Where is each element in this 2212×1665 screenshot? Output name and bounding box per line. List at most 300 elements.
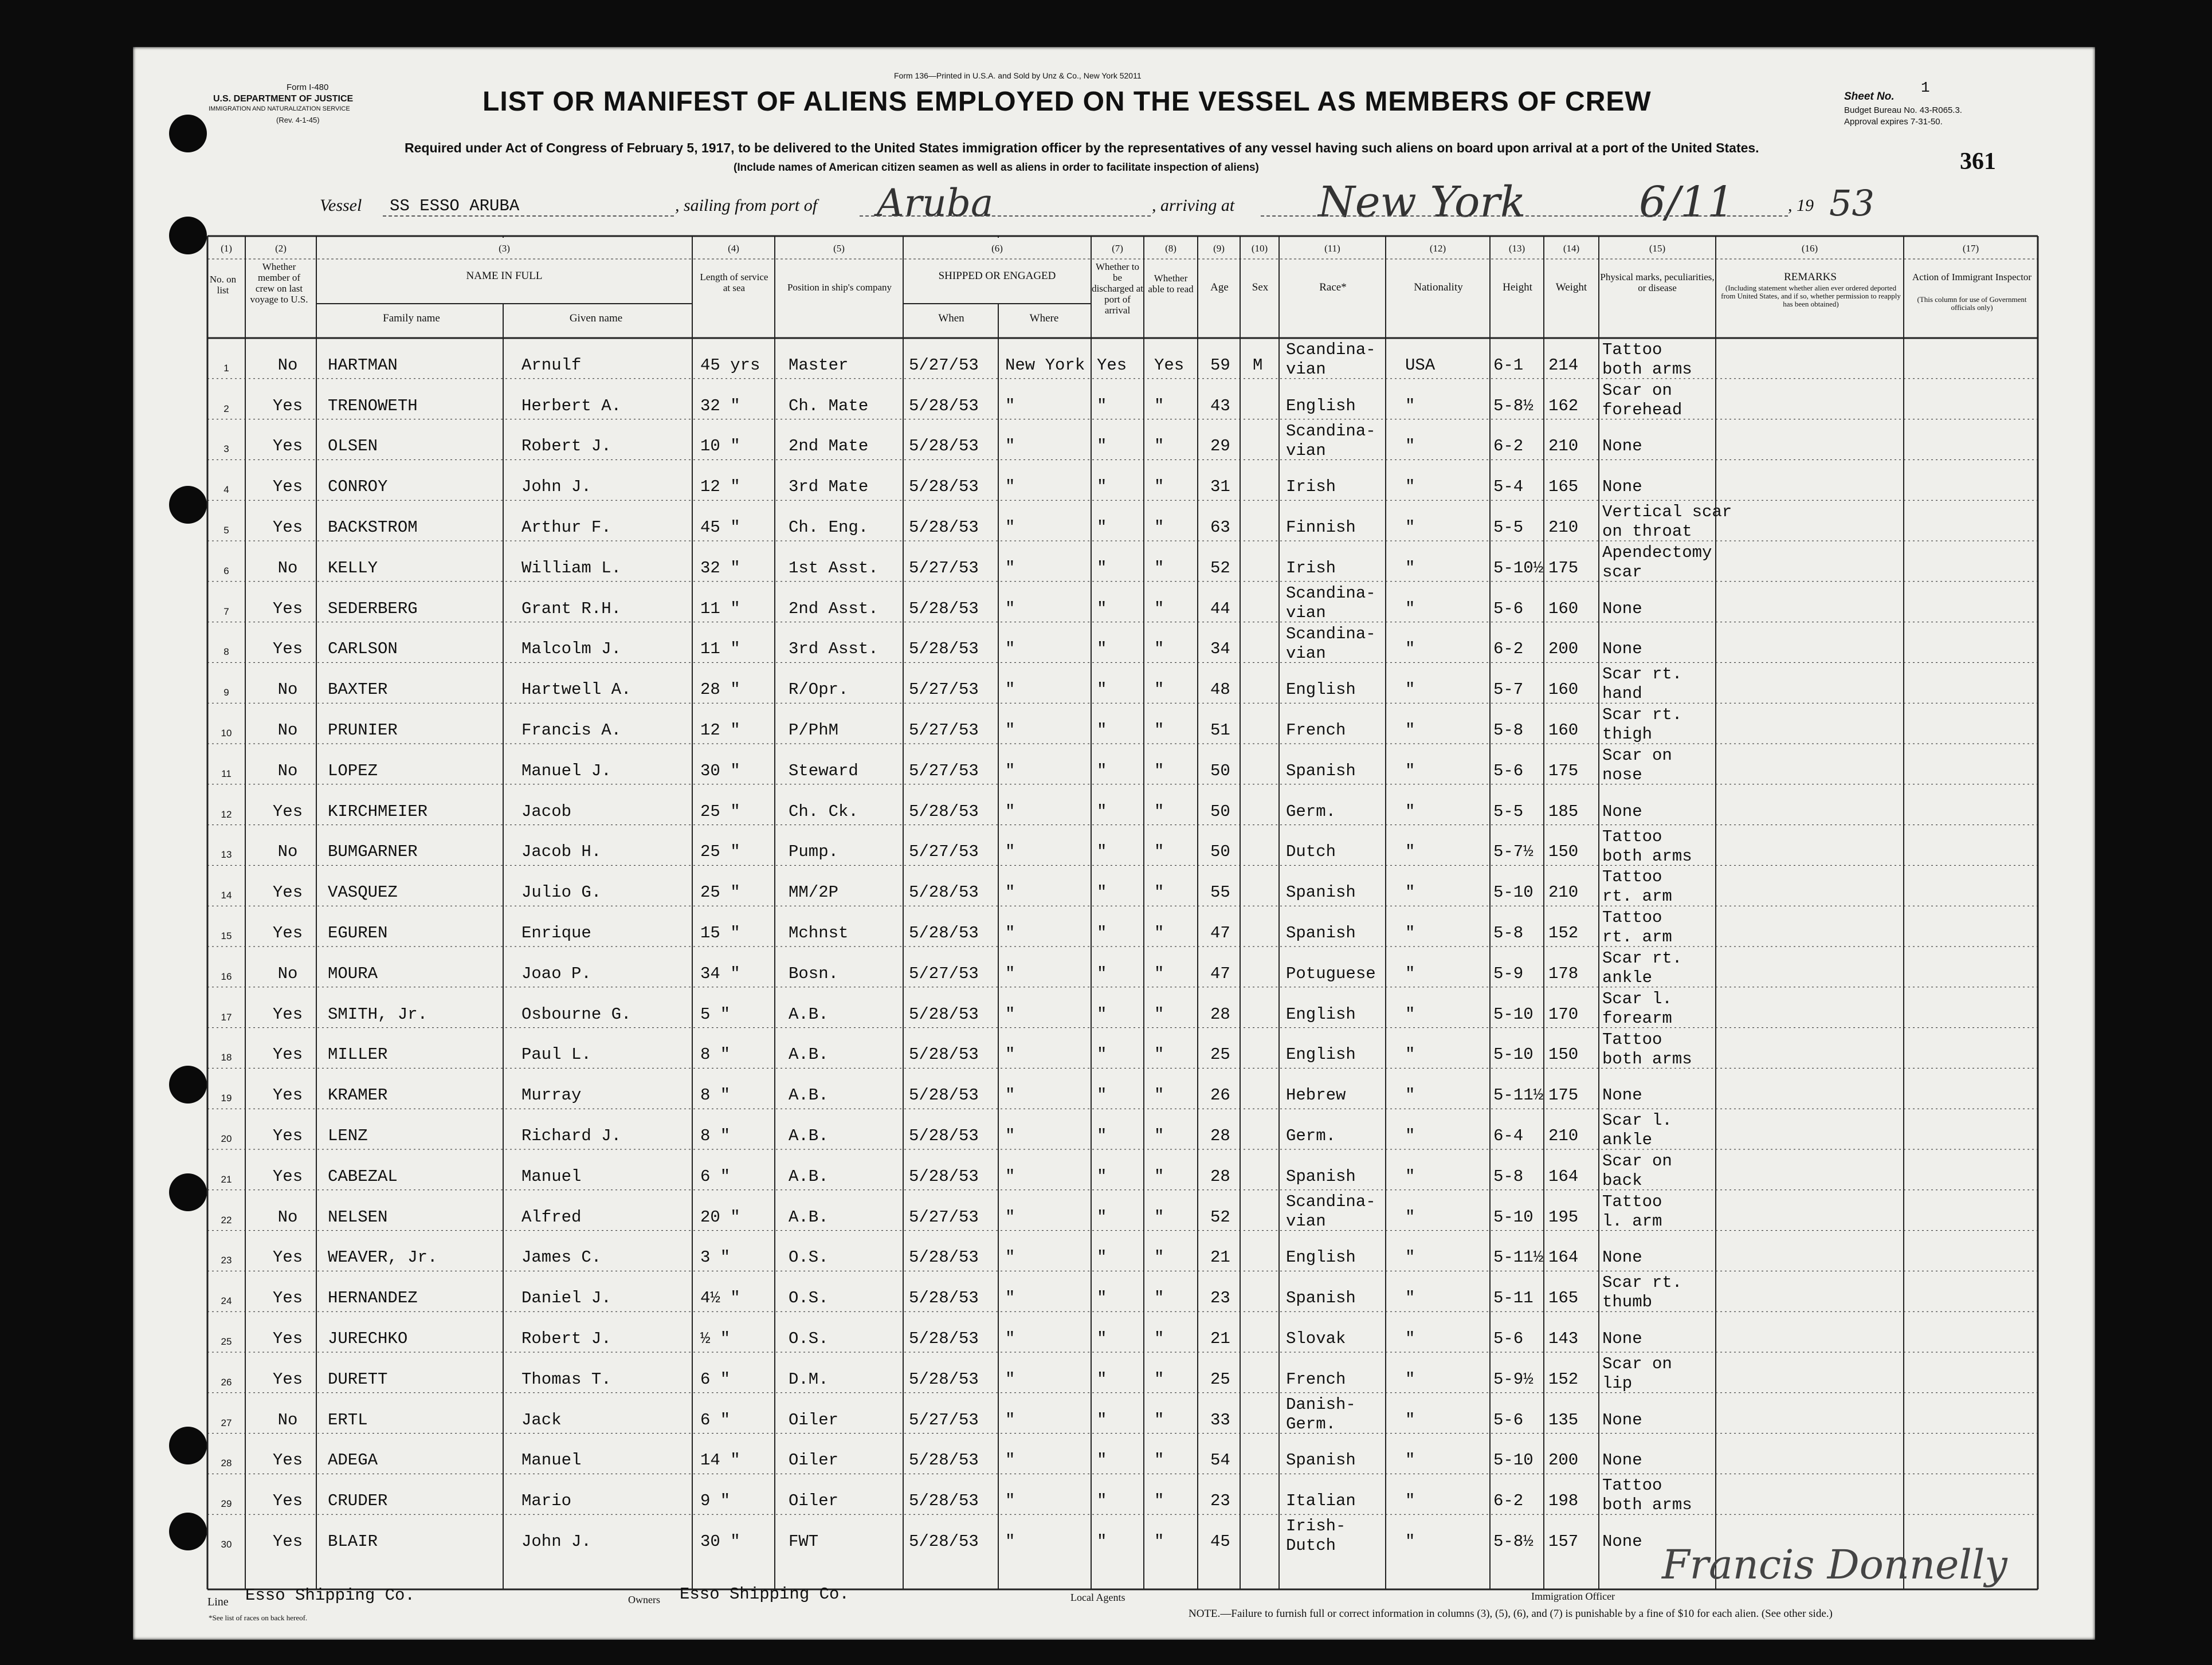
- cell-age: 34: [1210, 639, 1230, 659]
- cell-when: 5/27/53: [909, 558, 979, 578]
- cell-height: 5-8½: [1493, 396, 1534, 415]
- cell-when: 5/28/53: [909, 883, 979, 902]
- cell-marks: lip: [1602, 1374, 1633, 1393]
- cell-prev: Yes: [272, 924, 303, 943]
- cell-age: 25: [1210, 1045, 1230, 1065]
- local-agents-label: Local Agents: [1070, 1592, 1125, 1603]
- col-member-last-voyage: Whether member of crew on last voyage to U.S.: [250, 261, 308, 305]
- cell-nat: ": [1405, 761, 1415, 780]
- column-number: (7): [1112, 243, 1123, 254]
- cell-when: 5/28/53: [909, 477, 979, 497]
- cell-given: Hartwell A.: [521, 680, 632, 700]
- cell-prev: Yes: [272, 437, 303, 456]
- cell-read: ": [1154, 558, 1164, 578]
- cell-position: Steward: [789, 761, 858, 780]
- row-number: 20: [221, 1133, 232, 1144]
- cell-disch: ": [1097, 1086, 1107, 1105]
- cell-weight: 143: [1548, 1329, 1579, 1348]
- cell-family: KRAMER: [328, 1086, 388, 1105]
- cell-family: CONROY: [328, 477, 388, 497]
- cell-where: New York: [1005, 355, 1085, 375]
- cell-read: ": [1154, 1004, 1164, 1024]
- cell-given: Jacob H.: [521, 842, 602, 862]
- column-number: (17): [1962, 243, 1979, 254]
- cell-when: 5/28/53: [909, 1167, 979, 1186]
- cell-marks: Scar on: [1602, 1152, 1672, 1171]
- cell-height: 5-9½: [1493, 1369, 1534, 1389]
- cell-age: 55: [1210, 883, 1230, 902]
- cell-when: 5/28/53: [909, 437, 979, 456]
- cell-weight: 164: [1548, 1248, 1579, 1267]
- row-number: 29: [221, 1498, 232, 1510]
- cell-service: 25 ": [700, 883, 740, 902]
- cell-position: Master: [789, 355, 849, 375]
- cell-race: Irish-: [1286, 1517, 1346, 1536]
- column-number: (12): [1429, 243, 1446, 254]
- cell-position: Ch. Ck.: [789, 802, 858, 821]
- row-number: 14: [221, 890, 232, 901]
- col-discharged: Whether to be discharged at port of arrival: [1092, 261, 1143, 316]
- cell-read: ": [1154, 1532, 1164, 1551]
- cell-service: 11 ": [700, 639, 740, 659]
- printer-note: Form 136—Printed in U.S.A. and Sold by Unz & Co., New York 52011: [894, 71, 1142, 80]
- cell-read: ": [1154, 964, 1164, 983]
- cell-where: ": [1005, 883, 1015, 902]
- cell-prev: Yes: [272, 1491, 303, 1511]
- cell-prev: No: [277, 355, 298, 375]
- cell-given: William L.: [521, 558, 622, 578]
- cell-disch: ": [1097, 721, 1107, 740]
- cell-marks: Scar on: [1602, 1354, 1672, 1373]
- cell-disch: ": [1097, 518, 1107, 537]
- cell-race: Finnish: [1286, 518, 1356, 537]
- row-number: 2: [223, 403, 229, 414]
- column-number: (16): [1801, 243, 1818, 254]
- cell-read: ": [1154, 721, 1164, 740]
- row-number: 17: [221, 1011, 232, 1023]
- col-nationality: Nationality: [1414, 281, 1463, 293]
- cell-weight: 160: [1548, 721, 1579, 740]
- cell-position: Ch. Mate: [789, 396, 869, 415]
- cell-marks: Scar rt.: [1602, 1273, 1682, 1293]
- cell-family: BUMGARNER: [328, 842, 418, 862]
- cell-read: ": [1154, 842, 1164, 862]
- cell-read: ": [1154, 599, 1164, 618]
- page-subtitle: Required under Act of Congress of February 5, 1917, to be delivered to the United States immigration officer by the representatives of any vessel having such aliens on board upon arrival at a port of the United States.: [405, 140, 1759, 155]
- cell-where: ": [1005, 1207, 1015, 1227]
- cell-age: 43: [1210, 396, 1230, 415]
- cell-weight: 210: [1548, 437, 1579, 456]
- cell-when: 5/27/53: [909, 761, 979, 780]
- cell-nat: ": [1405, 437, 1415, 456]
- cell-read: ": [1154, 802, 1164, 821]
- cell-marks: None: [1602, 802, 1642, 821]
- cell-marks: None: [1602, 1532, 1642, 1551]
- cell-when: 5/27/53: [909, 1410, 979, 1430]
- cell-when: 5/27/53: [909, 355, 979, 375]
- cell-marks: None: [1602, 599, 1642, 618]
- cell-height: 6-2: [1493, 1491, 1524, 1511]
- cell-service: 10 ": [700, 437, 740, 456]
- cell-where: ": [1005, 1248, 1015, 1267]
- cell-nat: ": [1405, 1004, 1415, 1024]
- vessel-label: Vessel: [320, 196, 362, 215]
- col-race: Race*: [1319, 281, 1347, 293]
- cell-race: Spanish: [1286, 1451, 1356, 1470]
- cell-disch: ": [1097, 599, 1107, 618]
- cell-weight: 152: [1548, 1369, 1579, 1389]
- cell-family: LOPEZ: [328, 761, 378, 780]
- cell-service: 4½ ": [700, 1289, 740, 1308]
- cell-disch: ": [1097, 802, 1107, 821]
- cell-read: ": [1154, 1491, 1164, 1511]
- cell-height: 6-2: [1493, 639, 1524, 659]
- cell-disch: ": [1097, 639, 1107, 659]
- cell-prev: No: [277, 1410, 298, 1430]
- cell-position: Bosn.: [789, 964, 839, 983]
- cell-nat: ": [1405, 1207, 1415, 1227]
- cell-marks: forehead: [1602, 400, 1682, 419]
- cell-disch: ": [1097, 761, 1107, 780]
- cell-position: P/PhM: [789, 721, 839, 740]
- cell-marks: None: [1602, 437, 1642, 456]
- cell-marks: both arms: [1602, 1049, 1692, 1069]
- cell-when: 5/27/53: [909, 842, 979, 862]
- cell-where: ": [1005, 721, 1015, 740]
- row-number: 28: [221, 1458, 232, 1469]
- cell-height: 5-11: [1493, 1289, 1534, 1308]
- cell-weight: 164: [1548, 1167, 1579, 1186]
- cell-height: 5-10: [1493, 1207, 1534, 1227]
- cell-prev: Yes: [272, 1289, 303, 1308]
- cell-age: 33: [1210, 1410, 1230, 1430]
- cell-nat: ": [1405, 477, 1415, 497]
- budget-bureau: Budget Bureau No. 43-R065.3.: [1844, 105, 1962, 115]
- cell-nat: ": [1405, 1126, 1415, 1145]
- cell-prev: Yes: [272, 802, 303, 821]
- row-number: 4: [223, 484, 229, 496]
- cell-age: 28: [1210, 1126, 1230, 1145]
- cell-nat: ": [1405, 396, 1415, 415]
- cell-position: Oiler: [789, 1451, 839, 1470]
- cell-position: O.S.: [789, 1248, 829, 1267]
- cell-where: ": [1005, 802, 1015, 821]
- cell-family: WEAVER, Jr.: [328, 1248, 438, 1267]
- cell-service: 28 ": [700, 680, 740, 700]
- cell-family: TRENOWETH: [328, 396, 418, 415]
- cell-when: 5/28/53: [909, 1248, 979, 1267]
- cell-weight: 157: [1548, 1532, 1579, 1551]
- cell-marks: forearm: [1602, 1008, 1672, 1028]
- cell-height: 5-11½: [1493, 1248, 1544, 1267]
- cell-age: 48: [1210, 680, 1230, 700]
- cell-position: 2nd Mate: [789, 437, 869, 456]
- cell-family: LENZ: [328, 1126, 368, 1145]
- cell-race: French: [1286, 1369, 1346, 1389]
- col-length-of-service: Length of service at sea: [700, 272, 768, 293]
- cell-given: Robert J.: [521, 437, 611, 456]
- cell-age: 45: [1210, 1532, 1230, 1551]
- cell-read: ": [1154, 518, 1164, 537]
- cell-race: Potuguese: [1286, 964, 1376, 983]
- row-number: 30: [221, 1539, 232, 1550]
- cell-marks: Scar rt.: [1602, 665, 1682, 684]
- owners-label: Owners: [628, 1594, 660, 1605]
- cell-nat: ": [1405, 924, 1415, 943]
- col-sex: Sex: [1252, 281, 1269, 293]
- cell-height: 5-5: [1493, 802, 1524, 821]
- cell-where: ": [1005, 1126, 1015, 1145]
- cell-prev: Yes: [272, 1086, 303, 1105]
- sheet-number: 1: [1921, 79, 1930, 96]
- cell-disch: ": [1097, 1451, 1107, 1470]
- cell-prev: Yes: [272, 1369, 303, 1389]
- cell-age: 31: [1210, 477, 1230, 497]
- cell-marks: Tattoo: [1602, 1030, 1662, 1049]
- cell-position: 3rd Mate: [789, 477, 869, 497]
- column-number: (13): [1508, 243, 1525, 254]
- cell-age: 50: [1210, 842, 1230, 862]
- col-weight: Weight: [1555, 281, 1587, 293]
- cell-race: Italian: [1286, 1491, 1356, 1511]
- cell-read: ": [1154, 1369, 1164, 1389]
- cell-weight: 150: [1548, 1045, 1579, 1065]
- col-shipped-where: Where: [1029, 312, 1059, 324]
- cell-when: 5/28/53: [909, 518, 979, 537]
- row-number: 27: [221, 1417, 232, 1428]
- cell-height: 5-7: [1493, 680, 1524, 700]
- cell-disch: ": [1097, 1167, 1107, 1186]
- cell-marks: None: [1602, 1451, 1642, 1470]
- cell-prev: No: [277, 1207, 298, 1227]
- cell-family: MILLER: [328, 1045, 388, 1065]
- cell-given: Grant R.H.: [521, 599, 622, 618]
- cell-prev: Yes: [272, 1126, 303, 1145]
- cell-marks: None: [1602, 1086, 1642, 1105]
- cell-given: Mario: [521, 1491, 572, 1511]
- cell-read: ": [1154, 680, 1164, 700]
- cell-family: CABEZAL: [328, 1167, 398, 1186]
- cell-height: 5-10: [1493, 1451, 1534, 1470]
- cell-nat: ": [1405, 1532, 1415, 1551]
- cell-race: Danish-: [1286, 1395, 1356, 1414]
- cell-when: 5/28/53: [909, 1045, 979, 1065]
- row-number: 16: [221, 971, 232, 982]
- cell-when: 5/28/53: [909, 924, 979, 943]
- cell-nat: ": [1405, 680, 1415, 700]
- cell-service: 32 ": [700, 396, 740, 415]
- cell-age: 54: [1210, 1451, 1230, 1470]
- cell-marks: Scar on: [1602, 380, 1672, 400]
- cell-nat: ": [1405, 1451, 1415, 1470]
- cell-disch: Yes: [1097, 355, 1127, 375]
- cell-family: PRUNIER: [328, 721, 398, 740]
- cell-position: 2nd Asst.: [789, 599, 878, 618]
- cell-weight: 160: [1548, 599, 1579, 618]
- column-number: (3): [499, 243, 510, 254]
- cell-disch: ": [1097, 680, 1107, 700]
- cell-height: 6-1: [1493, 355, 1524, 375]
- cell-disch: ": [1097, 1207, 1107, 1227]
- cell-family: ADEGA: [328, 1451, 378, 1470]
- cell-marks: Scar rt.: [1602, 705, 1682, 725]
- row-number: 19: [221, 1093, 232, 1104]
- cell-when: 5/28/53: [909, 1289, 979, 1308]
- cell-family: EGUREN: [328, 924, 388, 943]
- cell-service: 45 yrs: [700, 355, 760, 375]
- cell-marks: Scar l.: [1602, 1111, 1672, 1130]
- cell-disch: ": [1097, 437, 1107, 456]
- cell-family: MOURA: [328, 964, 378, 983]
- cell-where: ": [1005, 1289, 1015, 1308]
- cell-marks: back: [1602, 1171, 1642, 1190]
- cell-given: John J.: [521, 1532, 591, 1551]
- cell-age: 23: [1210, 1491, 1230, 1511]
- col-remarks: REMARKS: [1784, 271, 1837, 283]
- cell-when: 5/28/53: [909, 1369, 979, 1389]
- cell-height: 5-10½: [1493, 558, 1544, 578]
- cell-position: 1st Asst.: [789, 558, 878, 578]
- cell-age: 28: [1210, 1004, 1230, 1024]
- cell-when: 5/28/53: [909, 1086, 979, 1105]
- cell-nat: ": [1405, 518, 1415, 537]
- column-number: (1): [221, 243, 232, 254]
- cell-marks: thumb: [1602, 1293, 1653, 1312]
- cell-race: Scandina-: [1286, 624, 1376, 643]
- cell-position: D.M.: [789, 1369, 829, 1389]
- cell-prev: Yes: [272, 518, 303, 537]
- cell-weight: 152: [1548, 924, 1579, 943]
- cell-race: English: [1286, 396, 1356, 415]
- cell-position: Ch. Eng.: [789, 518, 869, 537]
- cell-height: 5-5: [1493, 518, 1524, 537]
- cell-service: 25 ": [700, 842, 740, 862]
- cell-marks: hand: [1602, 684, 1642, 704]
- cell-height: 5-6: [1493, 761, 1524, 780]
- cell-given: Richard J.: [521, 1126, 622, 1145]
- cell-service: 12 ": [700, 477, 740, 497]
- cell-age: 47: [1210, 964, 1230, 983]
- cell-read: ": [1154, 1451, 1164, 1470]
- cell-where: ": [1005, 924, 1015, 943]
- cell-weight: 150: [1548, 842, 1579, 862]
- cell-race: Dutch: [1286, 1536, 1336, 1556]
- cell-given: John J.: [521, 477, 591, 497]
- cell-prev: Yes: [272, 1004, 303, 1024]
- cell-service: 11 ": [700, 599, 740, 618]
- cell-prev: Yes: [272, 1248, 303, 1267]
- cell-position: A.B.: [789, 1167, 829, 1186]
- cell-where: ": [1005, 761, 1015, 780]
- cell-position: R/Opr.: [789, 680, 849, 700]
- col-position: Position in ship's company: [787, 282, 892, 293]
- cell-marks: both arms: [1602, 360, 1692, 379]
- cell-race: Irish: [1286, 477, 1336, 497]
- cell-family: SMITH, Jr.: [328, 1004, 428, 1024]
- cell-prev: Yes: [272, 396, 303, 415]
- cell-nat: USA: [1405, 355, 1436, 375]
- cell-disch: ": [1097, 883, 1107, 902]
- cell-disch: ": [1097, 1045, 1107, 1065]
- cell-race: vian: [1286, 360, 1326, 379]
- cell-given: Paul L.: [521, 1045, 591, 1065]
- cell-service: 32 ": [700, 558, 740, 578]
- cell-weight: 135: [1548, 1410, 1579, 1430]
- cell-family: BACKSTROM: [328, 518, 418, 537]
- cell-marks: thigh: [1602, 725, 1653, 744]
- cell-family: HERNANDEZ: [328, 1289, 418, 1308]
- cell-marks: both arms: [1602, 1495, 1692, 1515]
- col-name-in-full: NAME IN FULL: [466, 270, 543, 282]
- cell-weight: 175: [1548, 558, 1579, 578]
- cell-weight: 210: [1548, 518, 1579, 537]
- column-number: (4): [728, 243, 739, 254]
- cell-given: Robert J.: [521, 1329, 611, 1348]
- cell-given: Malcolm J.: [521, 639, 622, 659]
- cell-family: VASQUEZ: [328, 883, 398, 902]
- cell-marks: rt. arm: [1602, 887, 1672, 906]
- cell-where: ": [1005, 1532, 1015, 1551]
- cell-nat: ": [1405, 883, 1415, 902]
- cell-race: Spanish: [1286, 1167, 1356, 1186]
- cell-weight: 175: [1548, 761, 1579, 780]
- cell-read: ": [1154, 1329, 1164, 1348]
- cell-height: 5-6: [1493, 599, 1524, 618]
- column-number: (5): [833, 243, 845, 254]
- cell-where: ": [1005, 1045, 1015, 1065]
- cell-service: 6 ": [700, 1167, 731, 1186]
- cell-when: 5/28/53: [909, 396, 979, 415]
- cell-read: ": [1154, 1248, 1164, 1267]
- cell-read: ": [1154, 761, 1164, 780]
- service: IMMIGRATION AND NATURALIZATION SERVICE: [209, 105, 350, 112]
- cell-family: OLSEN: [328, 437, 378, 456]
- officer-label: Immigration Officer: [1531, 1591, 1615, 1602]
- cell-prev: Yes: [272, 1451, 303, 1470]
- col-inspector-note: (This column for use of Government officials only): [1917, 295, 2027, 312]
- cell-service: 14 ": [700, 1451, 740, 1470]
- cell-service: 8 ": [700, 1126, 731, 1145]
- cell-height: 5-8: [1493, 721, 1524, 740]
- cell-race: Germ.: [1286, 1126, 1336, 1145]
- cell-where: ": [1005, 1410, 1015, 1430]
- cell-prev: Yes: [272, 477, 303, 497]
- fine-note: NOTE.—Failure to furnish full or correct information in columns (3), (5), (6), and (7) is punishable by a fine of $10 for each alien. (See other side.): [1189, 1608, 1833, 1620]
- cell-height: 5-6: [1493, 1410, 1524, 1430]
- year-prefix: , 19: [1788, 196, 1814, 215]
- sailing-port: Aruba: [877, 181, 994, 225]
- cell-prev: No: [277, 721, 298, 740]
- cell-prev: No: [277, 964, 298, 983]
- officer-signature: Francis Donnelly: [1662, 1541, 2007, 1588]
- row-number: 10: [221, 728, 232, 739]
- cell-marks: rt. arm: [1602, 928, 1672, 947]
- cell-weight: 165: [1548, 1289, 1579, 1308]
- cell-marks: Tattoo: [1602, 908, 1662, 928]
- cell-height: 5-7½: [1493, 842, 1534, 862]
- cell-service: 3 ": [700, 1248, 731, 1267]
- cell-given: Thomas T.: [521, 1369, 611, 1389]
- row-number: 11: [221, 768, 232, 779]
- cell-when: 5/28/53: [909, 1532, 979, 1551]
- cell-age: 51: [1210, 721, 1230, 740]
- cell-when: 5/28/53: [909, 1329, 979, 1348]
- cell-disch: ": [1097, 1248, 1107, 1267]
- cell-height: 5-10: [1493, 1045, 1534, 1065]
- cell-nat: ": [1405, 1369, 1415, 1389]
- cell-family: BLAIR: [328, 1532, 378, 1551]
- cell-marks: ankle: [1602, 1130, 1653, 1150]
